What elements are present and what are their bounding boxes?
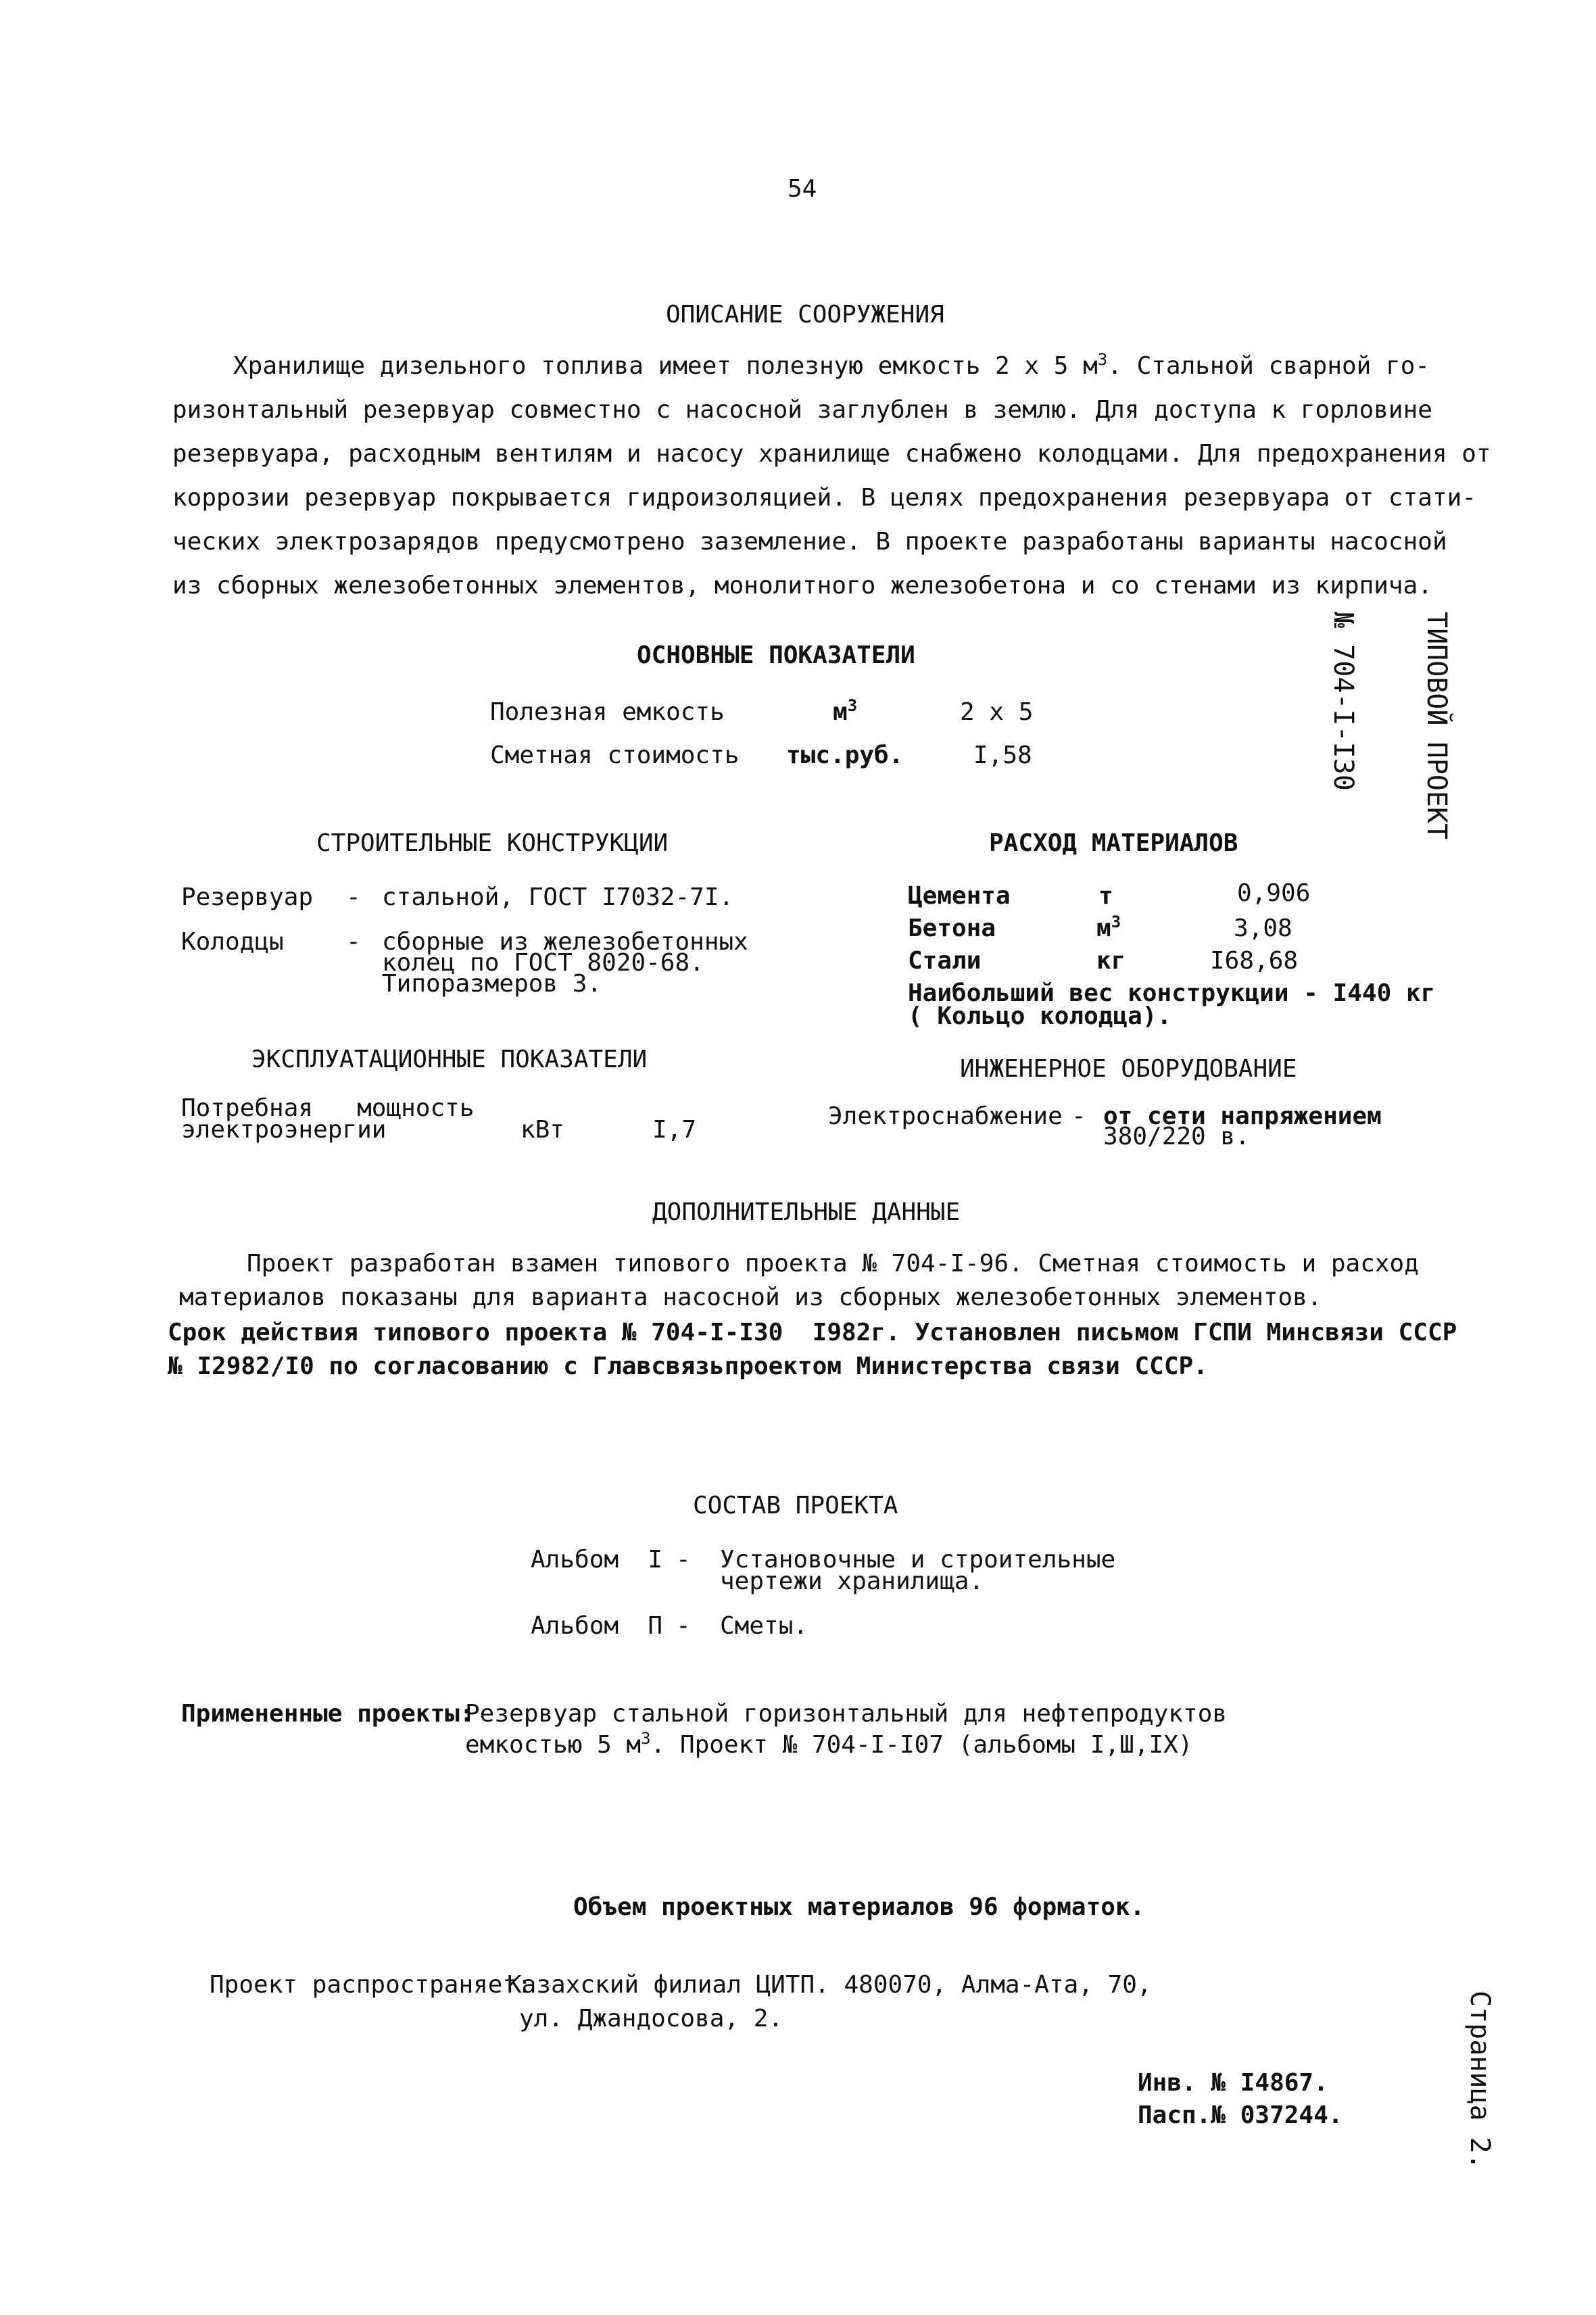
description-heading: ОПИСАНИЕ СООРУЖЕНИЯ bbox=[666, 301, 944, 328]
album-label: Альбом П bbox=[531, 1612, 663, 1640]
indicator-unit: тыс.руб. bbox=[786, 741, 904, 769]
description-line-6: из сборных железобетонных элементов, монолитного железобетона и со стенами из кирпича. bbox=[172, 572, 1432, 600]
inventory-number: Инв. № I4867. bbox=[1138, 2069, 1328, 2097]
operational-value: I,7 bbox=[652, 1116, 697, 1144]
applied-text: емкостью 5 $м^3$. Проект № 704-I-I07 (альбомы I,Ш,IX) bbox=[465, 1729, 1193, 1759]
indicator-value: I,58 bbox=[973, 741, 1032, 769]
applied-text: Резервуар стальной горизонтальный для нефтепродуктов bbox=[465, 1700, 1228, 1728]
indicator-value: 2 х 5 bbox=[960, 698, 1034, 726]
side-stamp bbox=[1297, 612, 1514, 839]
constructions-heading: СТРОИТЕЛЬНЫЕ КОНСТРУКЦИИ bbox=[316, 829, 669, 857]
material-value: I68,68 bbox=[1210, 947, 1299, 975]
material-unit: т bbox=[1098, 882, 1113, 910]
description-line-4: коррозии резервуар покрывается гидроизоляцией. В целях предохранения резервуара от стати- bbox=[172, 484, 1476, 512]
volume-text: Объем проектных материалов 96 форматок. bbox=[573, 1893, 1145, 1921]
indicator-name: Полезная емкость bbox=[490, 698, 725, 726]
operational-name: Потребная мощность bbox=[181, 1094, 475, 1122]
side-stamp-line-2: № 704-I-I30 bbox=[1328, 612, 1359, 791]
description-line-2: ризонтальный резервуар совместно с насосной заглублен в землю. Для доступа к горловине bbox=[172, 396, 1432, 424]
material-value: 0,906 bbox=[1237, 879, 1311, 907]
album-text: Установочные и строительные bbox=[720, 1546, 1116, 1574]
additional-line-2: материалов показаны для варианта насосной из сборных железобетонных элементов. bbox=[179, 1284, 1322, 1311]
page-label: Страница 2. bbox=[1464, 1991, 1495, 2170]
album-text: чертежи хранилища. bbox=[720, 1567, 984, 1595]
main-indicators-heading: ОСНОВНЫЕ ПОКАЗАТЕЛИ bbox=[637, 641, 915, 669]
construction-value: сборные из железобетонных bbox=[382, 928, 748, 956]
construction-name: Резервуар bbox=[181, 883, 314, 911]
equipment-name: Электроснабжение bbox=[828, 1102, 1063, 1130]
distributor-line: ул. Джандосова, 2. bbox=[519, 2005, 783, 2032]
side-stamp-line-1: ТИПОВОЙ ПРОЕКТ bbox=[1421, 612, 1452, 840]
equipment-value: от сети напряжением bbox=[1103, 1102, 1382, 1130]
construction-value: Типоразмеров 3. bbox=[382, 970, 602, 998]
equipment-value: 380/220 в. bbox=[1103, 1123, 1250, 1150]
construction-dash: - bbox=[346, 928, 361, 956]
equipment-heading: ИНЖЕНЕРНОЕ ОБОРУДОВАНИЕ bbox=[960, 1055, 1297, 1083]
description-line-3: резервуара, расходным вентилям и насосу хранилище снабжено колодцами. Для предохранения от bbox=[172, 440, 1491, 468]
operational-unit: кВт bbox=[521, 1116, 565, 1144]
album-dash: - bbox=[676, 1612, 691, 1640]
description-line-1: Хранилище дизельного топлива имеет полезную емкость 2 х 5 $м^3$. Стальной сварной го- bbox=[233, 350, 1430, 380]
indicator-name: Сметная стоимость bbox=[490, 741, 740, 769]
material-unit: $м^3$ bbox=[1096, 912, 1121, 942]
indicator-unit: $м^3$ bbox=[833, 696, 858, 726]
construction-name: Колодцы bbox=[181, 928, 284, 956]
operational-name: электроэнергии bbox=[181, 1116, 387, 1144]
album-text: Сметы. bbox=[720, 1612, 808, 1640]
composition-heading: СОСТАВ ПРОЕКТА bbox=[693, 1492, 898, 1519]
operational-heading: ЭКСПЛУАТАЦИОННЫЕ ПОКАЗАТЕЛИ bbox=[251, 1046, 648, 1073]
material-value: 3,08 bbox=[1234, 915, 1292, 942]
applied-label: Примененные проекты: bbox=[181, 1700, 475, 1728]
construction-value: стальной, ГОСТ I7032-7I. bbox=[382, 883, 734, 911]
material-name: Стали bbox=[908, 947, 982, 975]
page-number: 54 bbox=[788, 175, 817, 203]
material-name: Бетона bbox=[908, 915, 996, 942]
equipment-dash: - bbox=[1071, 1102, 1086, 1130]
description-line-5: ческих электрозарядов предусмотрено заземление. В проекте разработаны варианты насосной bbox=[172, 528, 1447, 556]
distributor-label: Проект распространяет: bbox=[210, 1971, 532, 1999]
album-label: Альбом I bbox=[531, 1546, 663, 1574]
additional-line-1: Проект разработан взамен типового проекта № 704-I-96. Сметная стоимость и расход bbox=[247, 1250, 1419, 1277]
construction-dash: - bbox=[346, 883, 361, 911]
album-dash: - bbox=[676, 1546, 691, 1574]
additional-heading: ДОПОЛНИТЕЛЬНЫЕ ДАННЫЕ bbox=[652, 1198, 961, 1226]
construction-value: колец по ГОСТ 8020-68. bbox=[382, 949, 704, 977]
distributor-line: Казахский филиал ЦИТП. 480070, Алма-Ата, 70, bbox=[507, 1971, 1152, 1999]
material-unit: кг bbox=[1096, 947, 1126, 975]
additional-line-3: Срок действия типового проекта № 704-I-I30 I982г. Установлен письмом ГСПИ Минсвязи СССР bbox=[168, 1319, 1457, 1346]
materials-heading: РАСХОД МАТЕРИАЛОВ bbox=[989, 829, 1238, 857]
additional-line-4: № I2982/I0 по согласованию с Главсвязьпроектом Министерства связи СССР. bbox=[168, 1353, 1208, 1380]
material-name: Цемента bbox=[908, 882, 1011, 910]
materials-note: ( Кольцо колодца). bbox=[908, 1002, 1172, 1030]
materials-note: Наибольший вес конструкции - I440 кг bbox=[908, 979, 1436, 1007]
passport-number: Пасп.№ 037244. bbox=[1138, 2101, 1343, 2129]
